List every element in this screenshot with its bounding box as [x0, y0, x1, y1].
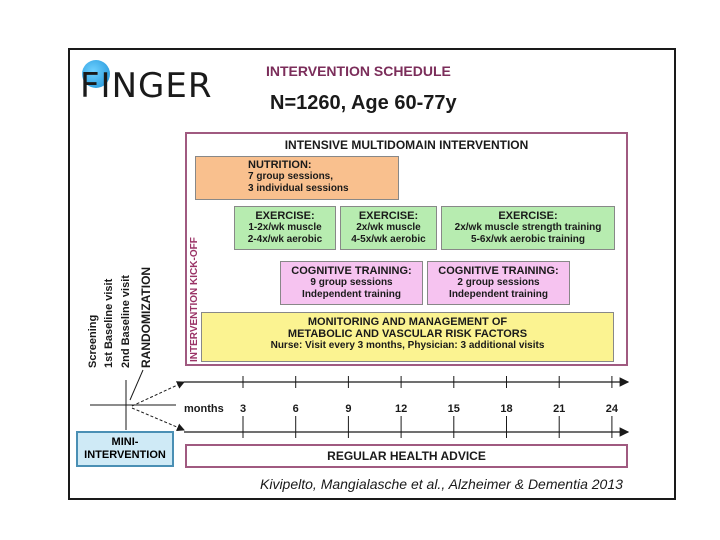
- month-tick-label-12: 12: [394, 403, 408, 415]
- exercise-2-line-2: 4-5x/wk aerobic: [351, 234, 426, 245]
- randomization-label: RANDOMIZATION: [139, 266, 153, 368]
- baseline-visit-2-label: 2nd Baseline visit: [120, 275, 132, 368]
- cognitive-1-line-1: 9 group sessions: [310, 277, 393, 288]
- exercise-3-line-1: 2x/wk muscle strength training: [454, 222, 602, 233]
- nutrition-line-1: 7 group sessions,: [248, 171, 334, 182]
- exercise-2-line-1: 2x/wk muscle: [356, 222, 421, 233]
- monitoring-line-1: MONITORING AND MANAGEMENT OF: [307, 316, 508, 328]
- month-tick-label-15: 15: [447, 403, 460, 415]
- month-tick-label-21: 21: [553, 403, 566, 415]
- cognitive-2-heading: COGNITIVE TRAINING:: [438, 265, 559, 277]
- health-advice-box: REGULAR HEALTH ADVICE: [185, 444, 628, 468]
- month-tick-label-18: 18: [500, 403, 513, 415]
- nutrition-heading: NUTRITION:: [248, 159, 312, 171]
- months-label: months: [184, 403, 224, 415]
- exercise-1-heading: EXERCISE:: [255, 210, 315, 222]
- exercise-2-heading: EXERCISE:: [358, 210, 419, 222]
- baseline-visit-1-label: 1st Baseline visit: [103, 278, 115, 368]
- month-tick-label-6: 6: [292, 403, 299, 415]
- intervention-kickoff-label: INTERVENTION KICK-OFF: [189, 237, 200, 362]
- mini-line-1: MINI-: [111, 436, 139, 448]
- mini-line-2: INTERVENTION: [84, 449, 166, 461]
- exercise-3-heading: EXERCISE:: [498, 210, 558, 222]
- month-tick-label-3: 3: [239, 403, 247, 415]
- nutrition-line-2: 3 individual sessions: [248, 183, 349, 194]
- month-tick-label-9: 9: [345, 403, 352, 415]
- exercise-1-line-2: 2-4x/wk aerobic: [247, 234, 323, 245]
- randomization-pointer: [130, 370, 143, 400]
- monitoring-line-3: Nurse: Visit every 3 months, Physician: 3 additional visits: [270, 340, 545, 351]
- cognitive-2-line-1: 2 group sessions: [457, 277, 540, 288]
- screening-label: Screening: [87, 314, 99, 368]
- cognitive-2-line-2: Independent training: [449, 289, 548, 300]
- monitoring-line-2: METABOLIC AND VASCULAR RISK FACTORS: [287, 328, 528, 340]
- branch-arrow-up: [132, 382, 184, 406]
- diagram-title: INTERVENTION SCHEDULE: [266, 63, 451, 79]
- diagram-subtitle: N=1260, Age 60-77y: [270, 92, 457, 114]
- branch-arrow-down: [132, 408, 184, 430]
- mini-intervention-box: [76, 431, 174, 467]
- cognitive-1-line-2: Independent training: [302, 289, 401, 300]
- intensive-intervention-title: INTENSIVE MULTIDOMAIN INTERVENTION: [284, 138, 529, 152]
- citation-text: Kivipelto, Mangialasche et al., Alzheimer & Dementia 2013: [260, 476, 623, 492]
- finger-logo: FINGER: [80, 66, 213, 106]
- exercise-1-line-1: 1-2x/wk muscle: [248, 222, 322, 233]
- cognitive-1-heading: COGNITIVE TRAINING:: [291, 265, 412, 277]
- month-tick-label-24: 24: [605, 403, 619, 415]
- exercise-3-line-2: 5-6x/wk aerobic training: [471, 234, 585, 245]
